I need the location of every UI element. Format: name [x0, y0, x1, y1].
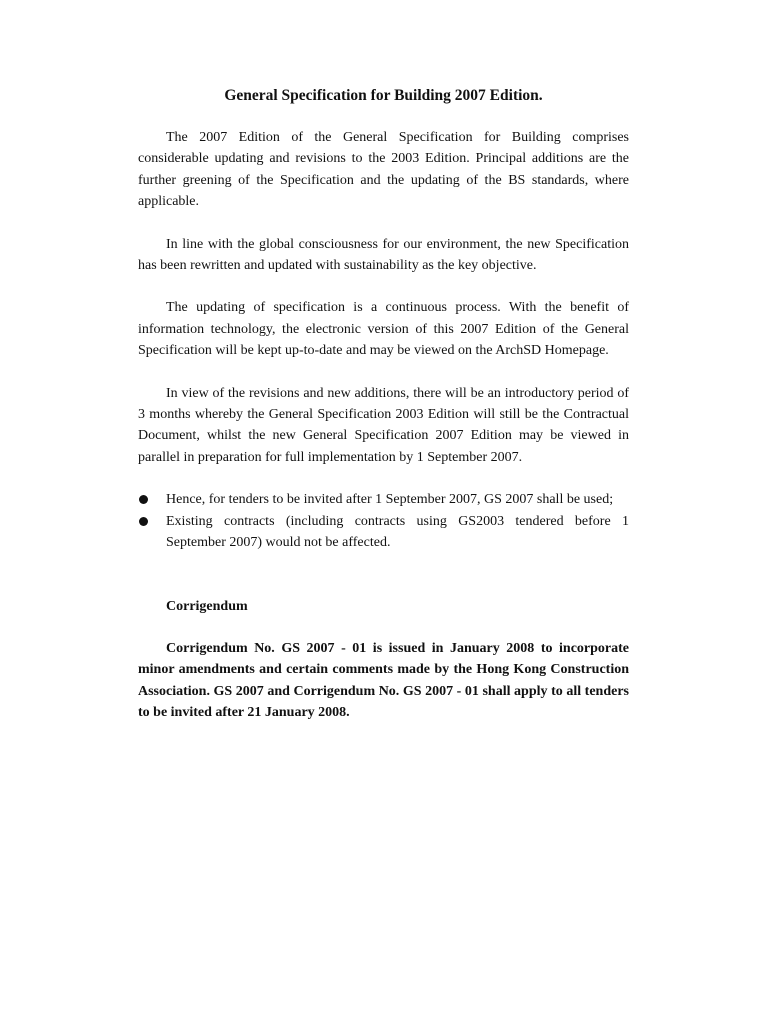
bullet-text: Existing contracts (including contracts using GS2003 tendered before 1 September 2007) would not be affected. — [166, 513, 629, 551]
bullet-dot-icon — [139, 517, 148, 526]
bullet-list — [138, 489, 629, 553]
bullet-item — [138, 511, 629, 554]
paragraph-introductory-period: In view of the revisions and new additions, there will be an introductory period of 3 months whereby the General Specification 2003 Edition will still be the Contractual Document, whilst the new General Specification 2007 Edition may be viewed in parallel in preparation for full implementation by 1 September 2007. — [138, 385, 629, 465]
document-title: General Specification for Building 2007 Edition. — [224, 87, 543, 104]
corrigendum-text: Corrigendum No. GS 2007 - 01 is issued in January 2008 to incorporate minor amendments and certain comments made by the Hong Kong Construction Association. GS 2007 and Corrigendum No. GS 2007 - 01 shall apply to all tenders to be invited after 21 January 2008. — [138, 640, 629, 721]
paragraph-intro: The 2007 Edition of the General Specification for Building comprises considerable updating and revisions to the 2003 Edition. Principal additions are the further greening of the Specification and the updating of the BS standards, where applicable. — [138, 130, 629, 210]
paragraph-updating: The updating of specification is a continuous process. With the benefit of information technology, the electronic version of this 2007 Edition of the General Specification will be kept up-to-date and may be viewed on the ArchSD Homepage. — [138, 300, 629, 359]
bullet-dot-icon — [139, 495, 148, 504]
document-page — [138, 86, 629, 724]
bullet-item — [138, 489, 629, 510]
paragraph-sustainability: In line with the global consciousness for our environment, the new Specification has been rewritten and updated with sustainability as the key objective. — [138, 236, 629, 274]
corrigendum-heading: Corrigendum — [166, 598, 248, 614]
bullet-text: Hence, for tenders to be invited after 1 September 2007, GS 2007 shall be used; — [166, 492, 614, 508]
